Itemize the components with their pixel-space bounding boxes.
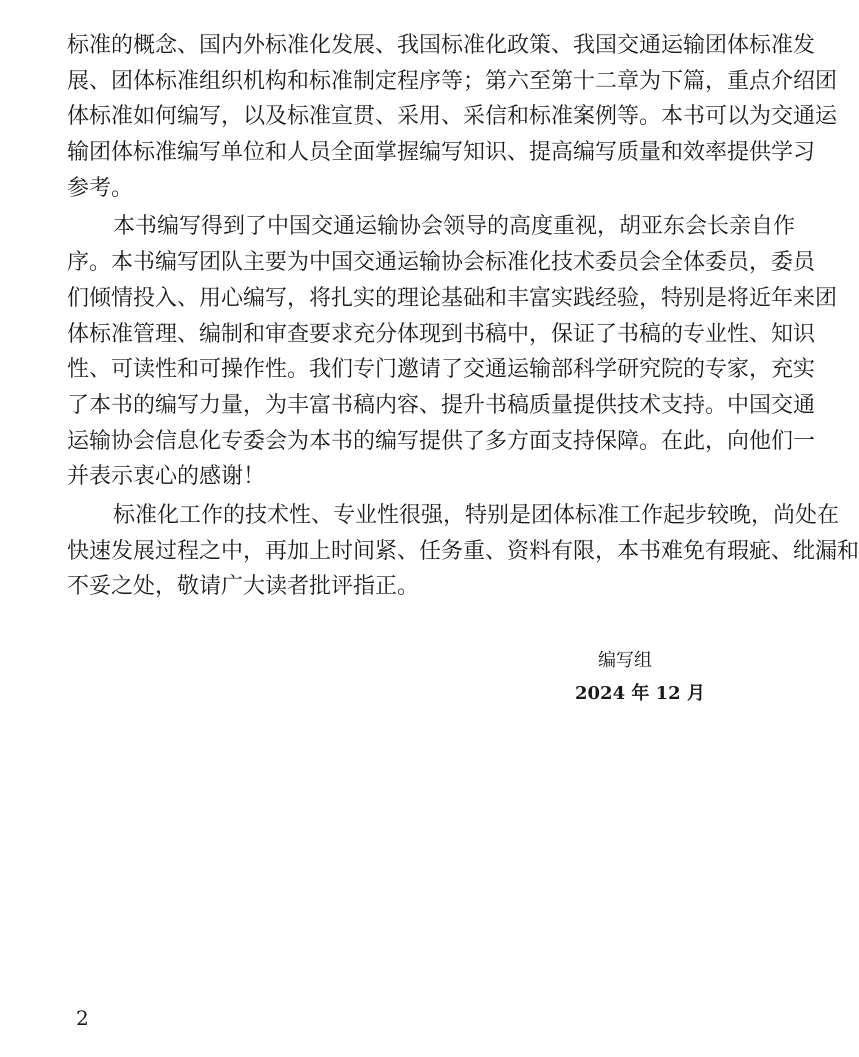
text-line: 展、团体标准组织机构和标准制定程序等；第六至第十二章为下篇，重点介绍团 — [67, 68, 838, 94]
signature-date: 2024 年 12 月 — [575, 683, 705, 704]
text-line: 性、可读性和可操作性。我们专门邀请了交通运输部科学研究院的专家，充实 — [67, 357, 816, 383]
text-line: 体标准如何编写，以及标准宣贯、采用、采信和标准案例等。本书可以为交通运 — [67, 104, 838, 130]
paragraph — [67, 498, 859, 605]
text-line: 标准的概念、国内外标准化发展、我国标准化政策、我国交通运输团体标准发 — [67, 33, 816, 58]
text-line: 输团体标准编写单位和人员全面掌握编写知识、提高编写质量和效率提供学习 — [67, 140, 816, 166]
page-number: 2 — [76, 1006, 89, 1030]
signature-group: 编写组 — [598, 650, 652, 671]
text-line: 了本书的编写力量，为丰富书稿内容、提升书稿质量提供技术支持。中国交通 — [67, 392, 816, 418]
text-line: 快速发展过程之中，再加上时间紧、任务重、资料有限，本书难免有瑕疵、纰漏和 — [67, 538, 859, 564]
text-line: 序。本书编写团队主要为中国交通运输协会标准化技术委员会全体委员，委员 — [67, 250, 816, 276]
text-line: 运输协会信息化专委会为本书的编写提供了多方面支持保障。在此，向他们一 — [67, 428, 816, 454]
text-line: 并表示衷心的感谢！ — [67, 464, 266, 490]
text-line: 体标准管理、编制和审查要求充分体现到书稿中，保证了书稿的专业性、知识 — [67, 321, 816, 347]
paragraph — [67, 209, 838, 495]
body-text — [67, 28, 859, 608]
text-line: 本书编写得到了中国交通运输协会领导的高度重视，胡亚东会长亲自作 — [113, 214, 796, 240]
text-line: 标准化工作的技术性、专业性很强，特别是团体标准工作起步较晚，尚处在 — [113, 502, 840, 528]
text-line: 们倾情投入、用心编写，将扎实的理论基础和丰富实践经验，特别是将近年来团 — [67, 285, 838, 311]
text-line: 参考。 — [67, 175, 134, 201]
text-line: 不妥之处，敬请广大读者批评指正。 — [67, 574, 420, 600]
paragraph — [67, 28, 838, 206]
